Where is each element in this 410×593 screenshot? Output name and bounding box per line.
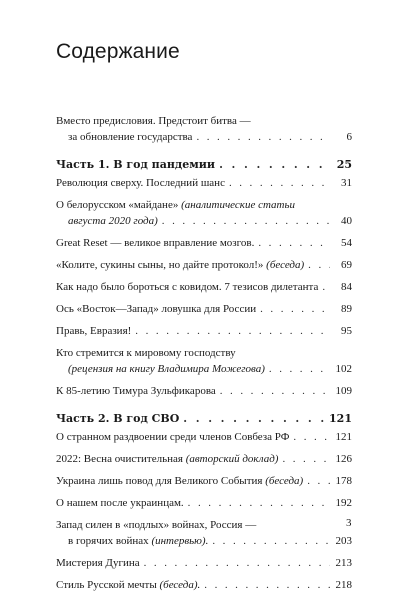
toc-page-number: 95 bbox=[341, 325, 352, 337]
toc-entry[interactable] bbox=[56, 555, 352, 571]
toc-entry-title: Great Reset — великое вправление мозгов. bbox=[56, 237, 255, 249]
toc-page-number: 126 bbox=[335, 453, 352, 465]
dot-leader bbox=[293, 429, 330, 445]
toc-page-number: 192 bbox=[335, 497, 352, 509]
toc-page-number: 6 bbox=[346, 131, 352, 143]
toc-entry-title: О нашем после украинцам. bbox=[56, 497, 184, 509]
toc-entry[interactable] bbox=[56, 577, 352, 593]
dot-leader bbox=[260, 301, 330, 317]
toc-page-number: 102 bbox=[335, 363, 352, 375]
toc-entry-title: Революция сверху. Последний шанс bbox=[56, 177, 225, 189]
toc-entry-title: Стиль Русской мечты bbox=[56, 579, 157, 591]
toc-entry[interactable] bbox=[56, 451, 352, 467]
toc-entry[interactable] bbox=[56, 383, 352, 399]
toc-page-number: 84 bbox=[341, 281, 352, 293]
toc-entry[interactable] bbox=[56, 279, 352, 295]
dot-leader bbox=[269, 361, 330, 377]
toc-entry-subtitle: (аналитические статьи bbox=[181, 199, 295, 211]
toc-entry-title: Ось «Восток—Запад» ловушка для России bbox=[56, 303, 257, 315]
dot-leader bbox=[212, 533, 330, 549]
dot-leader bbox=[162, 213, 330, 229]
toc-page-number: 213 bbox=[335, 557, 352, 569]
toc-entry[interactable] bbox=[56, 429, 352, 445]
toc-entry[interactable] bbox=[56, 323, 352, 339]
toc-page-number: 25 bbox=[336, 158, 352, 171]
toc-entry-title: О странном раздвоении среди членов Совбеза РФ bbox=[56, 431, 290, 443]
toc-entry-subtitle: (беседа) bbox=[265, 475, 304, 487]
toc-page-number: 31 bbox=[341, 177, 352, 189]
dot-leader bbox=[322, 279, 330, 295]
dot-leader bbox=[219, 157, 330, 173]
dot-leader bbox=[144, 555, 330, 571]
toc-entry-title: за обновление государства bbox=[68, 131, 193, 143]
toc-entry[interactable] bbox=[56, 473, 352, 489]
page-title: Содержание bbox=[56, 40, 180, 63]
toc-entry-title: Украина лишь повод для Великого События bbox=[56, 475, 263, 487]
toc-page-number: 69 bbox=[341, 259, 352, 271]
toc-page-number: 121 bbox=[335, 431, 352, 443]
toc-entry-title: 2022: Весна очистительная bbox=[56, 453, 183, 465]
toc-entry-title-line1: Кто стремится к мировому господству bbox=[56, 347, 236, 359]
toc-part-title: Часть 2. В год СВО bbox=[56, 412, 180, 425]
table-of-contents bbox=[56, 113, 352, 593]
page-number: 3 bbox=[346, 517, 352, 529]
toc-entry-subtitle: (интервью). bbox=[151, 535, 209, 547]
toc-entry[interactable] bbox=[56, 345, 352, 377]
dot-leader bbox=[220, 383, 330, 399]
toc-entry[interactable] bbox=[56, 517, 352, 549]
toc-page-number: 218 bbox=[335, 579, 352, 591]
dot-leader bbox=[204, 577, 330, 593]
toc-entry-title: Мистерия Дугина bbox=[56, 557, 140, 569]
toc-part-heading[interactable] bbox=[56, 411, 352, 427]
dot-leader bbox=[188, 495, 330, 511]
toc-entry-title: Как надо было бороться с ковидом. 7 тезисов дилетанта bbox=[56, 281, 319, 293]
toc-entry-title-line1: Вместо предисловия. Предстоит битва — bbox=[56, 115, 251, 127]
toc-entry[interactable] bbox=[56, 235, 352, 251]
toc-entry-subtitle: (авторский доклад) bbox=[185, 453, 279, 465]
toc-entry[interactable] bbox=[56, 113, 352, 145]
toc-page-number: 109 bbox=[335, 385, 352, 397]
dot-leader bbox=[307, 473, 330, 489]
toc-page-number: 54 bbox=[341, 237, 352, 249]
dot-leader bbox=[135, 323, 330, 339]
toc-entry-subtitle: (беседа) bbox=[266, 259, 305, 271]
toc-entry[interactable] bbox=[56, 301, 352, 317]
toc-entry-title: Правь, Евразия! bbox=[56, 325, 132, 337]
toc-entry-subtitle: (рецензия на книгу Владимира Можегова) bbox=[68, 363, 265, 375]
toc-page-number: 178 bbox=[335, 475, 352, 487]
toc-page-number: 89 bbox=[341, 303, 352, 315]
toc-entry-subtitle-line2: августа 2020 года) bbox=[68, 215, 158, 227]
toc-entry-title: в горячих войнах bbox=[68, 535, 149, 547]
dot-leader bbox=[282, 451, 330, 467]
toc-page-number: 121 bbox=[329, 412, 352, 425]
toc-page-number: 203 bbox=[335, 535, 352, 547]
toc-entry-title: «Колите, сукины сыны, но дайте протокол!» bbox=[56, 259, 264, 271]
dot-leader bbox=[258, 235, 330, 251]
toc-page-number: 40 bbox=[341, 215, 352, 227]
toc-entry[interactable] bbox=[56, 175, 352, 191]
dot-leader bbox=[196, 129, 330, 145]
dot-leader bbox=[229, 175, 330, 191]
dot-leader bbox=[308, 257, 330, 273]
toc-entry-title: К 85-летию Тимура Зульфикарова bbox=[56, 385, 216, 397]
toc-entry[interactable] bbox=[56, 197, 352, 229]
toc-entry[interactable] bbox=[56, 495, 352, 511]
toc-part-title: Часть 1. В год пандемии bbox=[56, 158, 216, 171]
toc-entry-title-line1: Запад силен в «подлых» войнах, Россия — bbox=[56, 519, 257, 531]
toc-part-heading[interactable] bbox=[56, 157, 352, 173]
toc-entry-title-line1: О белорусском «майдане» bbox=[56, 199, 179, 211]
toc-entry[interactable] bbox=[56, 257, 352, 273]
dot-leader bbox=[183, 411, 325, 427]
toc-entry-subtitle: (беседа). bbox=[159, 579, 201, 591]
